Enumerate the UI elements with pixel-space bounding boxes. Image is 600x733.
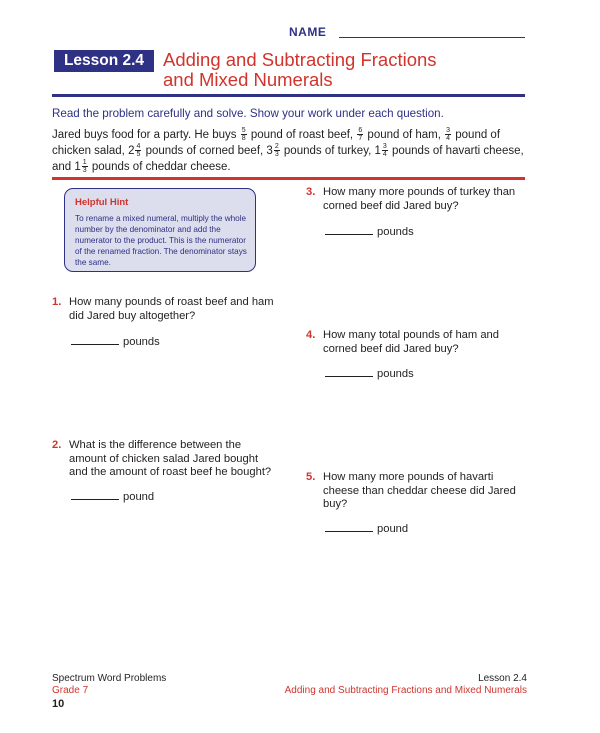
problem-text: pounds of corned beef, 3 xyxy=(142,145,273,157)
fraction-denominator: 4 xyxy=(446,135,451,143)
hint-text: To rename a mixed numeral, multiply the whole number by the denominator and add the numerator to the product. This is the numerator of the renamed fraction. The denominator stays the same. xyxy=(75,214,247,267)
question-1 xyxy=(52,296,282,356)
question-text: How many total pounds of ham and corned beef did Jared buy? xyxy=(323,329,499,355)
fraction xyxy=(82,159,88,174)
answer-unit: pounds xyxy=(377,368,414,380)
answer-unit: pounds xyxy=(377,226,414,238)
header-rule xyxy=(52,94,525,97)
lesson-badge: Lesson 2.4 xyxy=(54,50,154,72)
problem-text: pound of ham, xyxy=(364,129,445,141)
fraction-numerator: 6 xyxy=(358,127,363,135)
answer-unit: pounds xyxy=(123,336,160,348)
fraction-numerator: 5 xyxy=(241,127,246,135)
fraction-numerator: 4 xyxy=(136,143,141,151)
footer-left xyxy=(52,673,166,710)
question-number: 1. xyxy=(52,296,62,308)
fraction xyxy=(357,127,363,142)
question-5 xyxy=(306,471,536,541)
problem-text: Jared buys food for a party. He buys xyxy=(52,129,240,141)
answer-blank[interactable] xyxy=(325,522,373,532)
footer-right xyxy=(280,673,527,697)
answer-blank[interactable] xyxy=(71,335,119,345)
question-text: What is the difference between the amount of chicken salad Jared bought and the amount of roast beef he bought? xyxy=(69,439,272,478)
lesson-title xyxy=(163,50,483,90)
question-number: 3. xyxy=(306,186,316,198)
fraction-numerator: 2 xyxy=(274,143,279,151)
question-number: 5. xyxy=(306,471,316,483)
footer-book-title: Spectrum Word Problems xyxy=(52,673,167,684)
question-2 xyxy=(52,439,282,509)
fraction-denominator: 3 xyxy=(274,151,279,159)
lesson-title-line2: and Mixed Numerals xyxy=(163,69,333,90)
problem-text: pound of chicken salad, 2 xyxy=(52,129,501,157)
fraction xyxy=(445,127,451,142)
problem-text: pound of roast beef, xyxy=(247,129,357,141)
answer-unit: pound xyxy=(123,491,155,503)
problem-text: pounds of turkey, 1 xyxy=(280,145,381,157)
question-3 xyxy=(306,186,536,246)
problem-statement xyxy=(52,127,532,175)
fraction-numerator: 1 xyxy=(82,159,87,167)
fraction-denominator: 8 xyxy=(241,135,246,143)
answer-line xyxy=(325,367,414,382)
lesson-title-line1: Adding and Subtracting Fractions xyxy=(163,49,437,70)
question-text: How many more pounds of turkey than corned beef did Jared buy? xyxy=(323,186,516,212)
fraction-numerator: 3 xyxy=(446,127,451,135)
helpful-hint-box xyxy=(64,188,256,272)
answer-unit: pound xyxy=(377,523,409,535)
answer-line xyxy=(325,522,408,537)
instructions: Read the problem carefully and solve. Show your work under each question. xyxy=(52,107,444,120)
answer-line xyxy=(71,335,160,350)
fraction-denominator: 5 xyxy=(136,151,141,159)
question-4 xyxy=(306,329,536,389)
problem-text: pounds of cheddar cheese. xyxy=(88,161,231,173)
answer-blank[interactable] xyxy=(71,490,119,500)
footer-lesson-title: Adding and Subtracting Fractions and Mixed Numerals xyxy=(284,685,527,696)
fraction-denominator: 4 xyxy=(382,151,387,159)
name-label: NAME xyxy=(289,25,327,39)
problem-text: pounds of havarti cheese, and 1 xyxy=(52,145,524,173)
answer-blank[interactable] xyxy=(325,367,373,377)
answer-line xyxy=(71,490,154,505)
question-number: 4. xyxy=(306,329,316,341)
question-number: 2. xyxy=(52,439,62,451)
page-number: 10 xyxy=(52,698,65,710)
fraction-numerator: 3 xyxy=(382,143,387,151)
problem-rule xyxy=(52,177,525,180)
fraction-denominator: 7 xyxy=(358,135,363,143)
question-text: How many pounds of roast beef and ham did Jared buy altogether? xyxy=(69,296,274,322)
name-field-line[interactable] xyxy=(339,37,525,38)
hint-title: Helpful Hint xyxy=(75,197,129,208)
fraction xyxy=(274,143,280,158)
fraction xyxy=(382,143,388,158)
footer-grade: Grade 7 xyxy=(52,685,89,696)
fraction xyxy=(241,127,247,142)
question-text: How many more pounds of havarti cheese than cheddar cheese did Jared buy? xyxy=(323,471,516,510)
fraction xyxy=(135,143,141,158)
answer-line xyxy=(325,225,414,240)
answer-blank[interactable] xyxy=(325,225,373,235)
fraction-denominator: 3 xyxy=(82,167,87,175)
footer-lesson: Lesson 2.4 xyxy=(478,673,527,684)
